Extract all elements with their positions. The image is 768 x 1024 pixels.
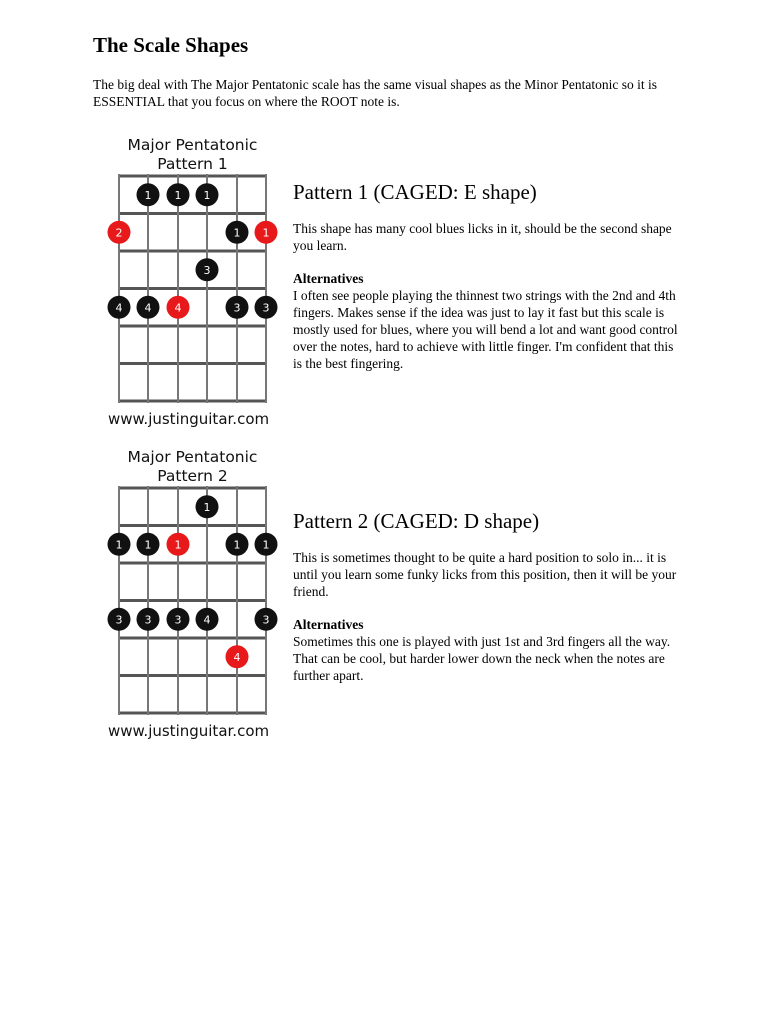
fret-line <box>119 562 266 565</box>
finger-number: 1 <box>174 188 182 202</box>
finger-number: 4 <box>174 301 182 315</box>
note-dot <box>226 533 249 556</box>
section-heading: Pattern 1 (CAGED: E shape) <box>293 180 537 204</box>
finger-number: 3 <box>262 613 270 627</box>
fret-line <box>119 400 266 403</box>
root-note-dot <box>167 296 190 319</box>
finger-number: 3 <box>115 613 123 627</box>
fret-line <box>119 487 266 490</box>
note-dot <box>196 183 219 206</box>
note-dot <box>108 533 131 556</box>
note-dot <box>167 608 190 631</box>
finger-number: 1 <box>174 538 182 552</box>
note-dot <box>255 608 278 631</box>
note-dot <box>108 608 131 631</box>
fret-line <box>119 599 266 602</box>
page-title: The Scale Shapes <box>93 33 249 57</box>
alternatives-body: Sometimes this one is played with just 1st and 3rd fingers all the way. That can be cool, but harder lower down the neck when the notes are further apart. <box>293 634 671 683</box>
scale-diagram-pattern-2 <box>100 448 290 753</box>
scale-diagram-pattern-1 <box>100 136 290 441</box>
diagram-title-line1: Major Pentatonic <box>127 448 258 466</box>
diagram-title-line1: Major Pentatonic <box>127 136 258 154</box>
note-dot <box>137 296 160 319</box>
finger-number: 3 <box>262 301 270 315</box>
section-body: This is sometimes thought to be quite a hard position to solo in... it is until you learn some funky licks from this position, then it will be your friend. <box>293 550 677 599</box>
fretboard <box>100 136 290 406</box>
note-dot <box>108 296 131 319</box>
finger-number: 1 <box>144 538 152 552</box>
finger-number: 1 <box>262 226 270 240</box>
finger-number: 4 <box>115 301 123 315</box>
finger-number: 1 <box>233 538 241 552</box>
note-dot <box>226 296 249 319</box>
fret-line <box>119 287 266 290</box>
alternatives-title: Alternatives <box>293 271 364 286</box>
fret-line <box>119 362 266 365</box>
fret-line <box>119 712 266 715</box>
fret-line <box>119 524 266 527</box>
finger-number: 1 <box>115 538 123 552</box>
fret-line <box>119 674 266 677</box>
finger-number: 2 <box>115 226 123 240</box>
note-dot <box>196 495 219 518</box>
diagram-title-line2: Pattern 1 <box>157 155 228 173</box>
note-dot <box>196 258 219 281</box>
root-note-dot <box>255 221 278 244</box>
note-dot <box>196 608 219 631</box>
pattern-1-section <box>293 179 683 372</box>
fret-line <box>119 250 266 253</box>
note-dot <box>255 296 278 319</box>
note-dot <box>137 608 160 631</box>
finger-number: 1 <box>144 188 152 202</box>
finger-number: 1 <box>203 188 211 202</box>
finger-number: 3 <box>233 301 241 315</box>
finger-number: 4 <box>203 613 211 627</box>
fret-line <box>119 637 266 640</box>
note-dot <box>167 183 190 206</box>
finger-number: 3 <box>174 613 182 627</box>
finger-number: 1 <box>203 500 211 514</box>
finger-number: 1 <box>262 538 270 552</box>
fret-line <box>119 212 266 215</box>
finger-number: 3 <box>144 613 152 627</box>
fret-line <box>119 175 266 178</box>
diagram-url: www.justinguitar.com <box>108 410 270 428</box>
root-note-dot <box>226 645 249 668</box>
note-dot <box>137 183 160 206</box>
alternatives-body: I often see people playing the thinnest two strings with the 2nd and 4th fingers. Makes sense if the idea was just to lay it fast but this scale is mostly used for blues, where you will bend a lot and want good control over the notes, hard to achieve with little finger. I'm confident that this is the best fingering. <box>293 288 678 371</box>
root-note-dot <box>167 533 190 556</box>
finger-number: 3 <box>203 263 211 277</box>
note-dot <box>137 533 160 556</box>
section-body: This shape has many cool blues licks in it, should be the second shape you learn. <box>293 221 672 253</box>
fretboard <box>100 448 290 718</box>
finger-number: 4 <box>233 650 241 664</box>
note-dot <box>255 533 278 556</box>
diagram-title-line2: Pattern 2 <box>157 467 228 485</box>
pattern-2-section <box>293 508 683 684</box>
note-dot <box>226 221 249 244</box>
finger-number: 1 <box>233 226 241 240</box>
root-note-dot <box>108 221 131 244</box>
diagram-url: www.justinguitar.com <box>108 722 270 740</box>
intro-paragraph: The big deal with The Major Pentatonic scale has the same visual shapes as the Minor Pentatonic so it is ESSENTIAL that you focus on where the ROOT note is. <box>93 77 658 109</box>
fret-line <box>119 325 266 328</box>
alternatives-title: Alternatives <box>293 617 364 632</box>
finger-number: 4 <box>144 301 152 315</box>
section-heading: Pattern 2 (CAGED: D shape) <box>293 509 540 533</box>
